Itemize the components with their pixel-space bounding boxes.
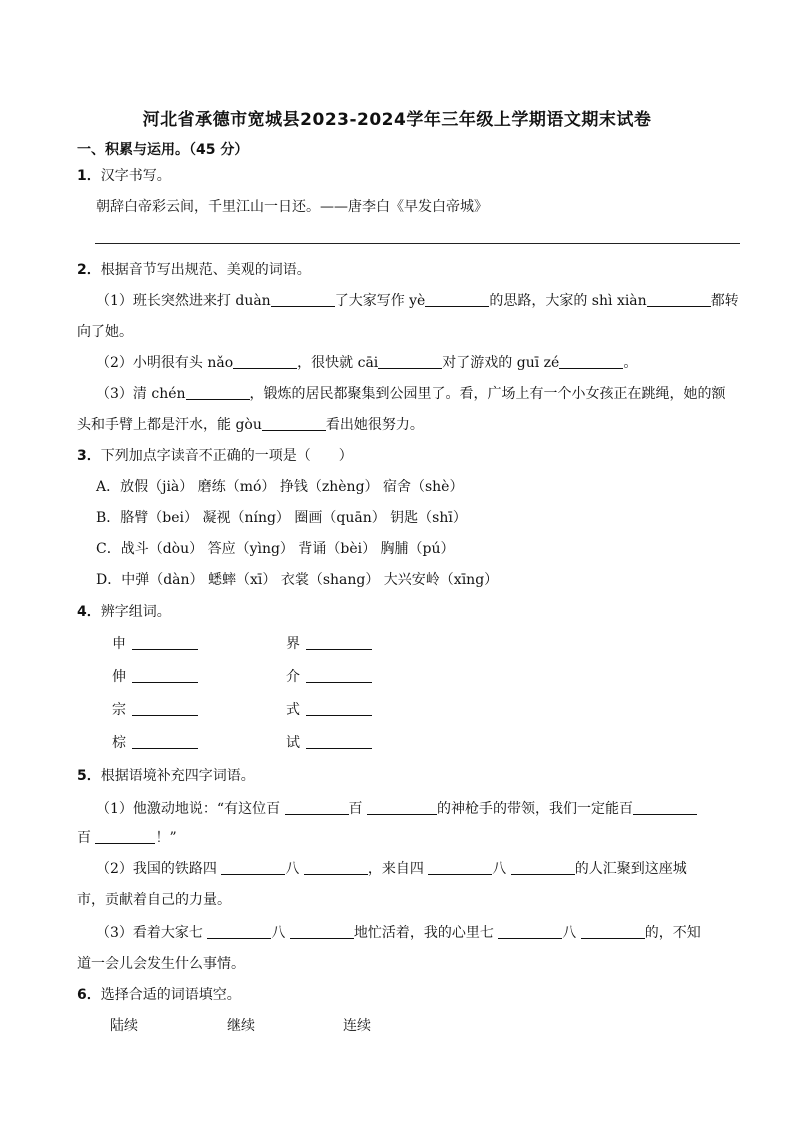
text: 八 — [492, 861, 507, 877]
word-group-item — [286, 635, 372, 653]
text: （3）看着大家七 — [96, 925, 203, 941]
text: （3）清 chén — [96, 386, 186, 402]
question-number: 1． — [77, 168, 101, 184]
exam-title: 河北省承德市宽城县2023-2024学年三年级上学期语文期末试卷 — [142, 110, 652, 130]
text: 对了游戏的 guī zé — [442, 355, 560, 371]
option-c[interactable]: C．战斗（dòu） 答应（yìng） 背诵（bèi） 胸脯（pú） — [96, 541, 455, 557]
blank[interactable] — [132, 734, 198, 749]
question-number: 5． — [77, 768, 101, 784]
text: 的思路，大家的 shì xiàn — [489, 293, 647, 309]
question-stem: 根据音节写出规范、美观的词语。 — [100, 262, 311, 278]
text: （1）班长突然进来打 duàn — [96, 293, 271, 309]
question-stem: 下列加点字读音不正确的一项是（ ） — [100, 448, 353, 464]
writing-line[interactable] — [95, 243, 740, 244]
blank[interactable] — [95, 829, 155, 844]
char: 介 — [286, 669, 300, 685]
option-d[interactable]: D．中弹（dàn） 蟋蟀（xī） 衣裳（shang） 大兴安岭（xīng） — [96, 572, 499, 588]
blank[interactable] — [378, 354, 442, 369]
blank[interactable] — [367, 800, 437, 815]
text: 的人汇聚到这座城 — [574, 861, 687, 877]
word-choice: 继续 — [227, 1018, 255, 1034]
text: ，很快就 cāi — [297, 355, 379, 371]
word-group-item — [286, 734, 372, 752]
blank[interactable] — [633, 800, 697, 815]
text: 的神枪手的带领，我们一定能百 — [436, 801, 633, 817]
blank[interactable] — [306, 734, 372, 749]
word-choice: 连续 — [343, 1018, 371, 1034]
question-number: 4． — [77, 604, 101, 620]
question-stem: 汉字书写。 — [100, 168, 171, 184]
blank[interactable] — [304, 860, 368, 875]
word-group-item — [112, 734, 198, 752]
char: 棕 — [112, 735, 126, 751]
q2-sentence-1-cont: 向了她。 — [77, 324, 133, 340]
blank[interactable] — [290, 924, 354, 939]
blank[interactable] — [428, 860, 492, 875]
blank[interactable] — [233, 354, 297, 369]
blank[interactable] — [132, 635, 198, 650]
question-stem: 选择合适的词语填空。 — [100, 987, 241, 1003]
question-2 — [77, 261, 311, 279]
char: 界 — [286, 636, 300, 652]
word-group-item — [112, 635, 198, 653]
char: 申 — [112, 636, 126, 652]
section-heading: 一、积累与运用。（45 分） — [77, 142, 249, 158]
question-number: 2． — [77, 262, 101, 278]
question-stem: 根据语境补充四字词语。 — [100, 768, 255, 784]
q5-sentence-3-cont: 道一会儿会发生什么事情。 — [77, 956, 245, 972]
question-number: 3． — [77, 448, 101, 464]
text: ，锻炼的居民都聚集到公园里了。看，广场上有一个小女孩正在跳绳，她的额 — [249, 386, 726, 402]
question-3 — [77, 447, 353, 465]
blank[interactable] — [498, 924, 562, 939]
blank[interactable] — [511, 860, 575, 875]
blank[interactable] — [559, 354, 623, 369]
blank[interactable] — [581, 924, 645, 939]
char: 试 — [286, 735, 300, 751]
text: 地忙活着，我的心里七 — [353, 925, 494, 941]
blank[interactable] — [285, 800, 349, 815]
word-group-item — [286, 668, 372, 686]
q5-sentence-3 — [96, 924, 701, 942]
option-b[interactable]: B．胳臂（bei） 凝视（níng） 圈画（quān） 钥匙（shī） — [96, 510, 467, 526]
text: 八 — [562, 925, 577, 941]
question-6 — [77, 986, 241, 1004]
text: 都转 — [710, 293, 739, 309]
text: 看出她很努力。 — [325, 417, 424, 433]
option-a[interactable]: A．放假（jià） 磨练（mó） 挣钱（zhèng） 宿舍（shè） — [96, 479, 464, 495]
q2-sentence-3 — [96, 385, 726, 403]
text: 八 — [285, 861, 300, 877]
word-group-item — [112, 668, 198, 686]
copy-text: 朝辞白帝彩云间，千里江山一日还。——唐李白《早发白帝城》 — [96, 199, 488, 215]
text: （1）他激动地说：“有这位百 — [96, 801, 281, 817]
text: ，来自四 — [367, 861, 424, 877]
text: 。 — [623, 355, 638, 371]
text: 百 — [77, 830, 91, 846]
char: 式 — [286, 702, 300, 718]
blank[interactable] — [306, 668, 372, 683]
q2-sentence-3-cont — [77, 416, 424, 434]
char: 伸 — [112, 669, 126, 685]
question-1 — [77, 167, 171, 185]
blank[interactable] — [271, 292, 335, 307]
blank[interactable] — [132, 701, 198, 716]
blank[interactable] — [132, 668, 198, 683]
char: 宗 — [112, 702, 126, 718]
question-5 — [77, 767, 255, 785]
blank[interactable] — [647, 292, 711, 307]
word-choice: 陆续 — [110, 1018, 138, 1034]
word-group-item — [112, 701, 198, 719]
text: ！” — [155, 830, 177, 846]
blank[interactable] — [425, 292, 489, 307]
question-stem: 辨字组词。 — [100, 604, 171, 620]
q2-sentence-2 — [96, 354, 637, 372]
q5-sentence-2-cont: 市，贡献着自己的力量。 — [77, 892, 231, 908]
text: 百 — [348, 801, 363, 817]
word-group-item — [286, 701, 372, 719]
question-4 — [77, 603, 171, 621]
blank[interactable] — [262, 416, 326, 431]
blank[interactable] — [186, 385, 250, 400]
q5-sentence-1-cont — [77, 829, 177, 847]
question-number: 6． — [77, 987, 101, 1003]
text: 八 — [271, 925, 286, 941]
q2-sentence-1 — [96, 292, 739, 310]
blank[interactable] — [306, 635, 372, 650]
blank[interactable] — [221, 860, 285, 875]
text: 的，不知 — [644, 925, 701, 941]
text: （2）小明很有头 nǎo — [96, 355, 234, 371]
q5-sentence-2 — [96, 860, 687, 878]
q5-sentence-1 — [96, 800, 697, 818]
text: 了大家写作 yè — [334, 293, 426, 309]
text: 头和手臂上都是汗水，能 gòu — [77, 417, 262, 433]
text: （2）我国的铁路四 — [96, 861, 217, 877]
blank[interactable] — [306, 701, 372, 716]
blank[interactable] — [207, 924, 271, 939]
